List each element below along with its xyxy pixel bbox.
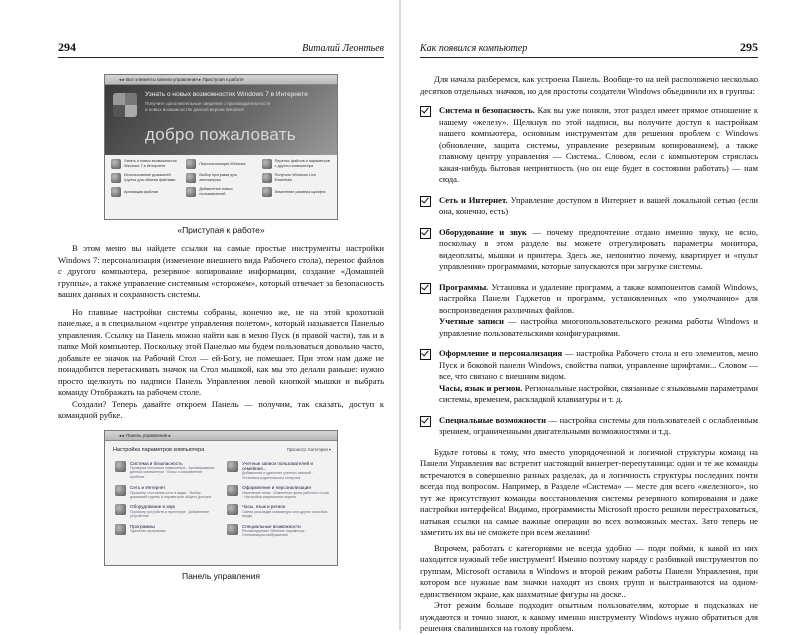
control-panel-screenshot <box>104 430 338 566</box>
window-address-bar: ◂ ▸ Все элементы панели управления ▸ Приступая к работе <box>105 75 337 85</box>
right-page-number: 295 <box>740 40 758 54</box>
category-icon <box>115 461 126 472</box>
item-icon <box>186 173 196 183</box>
list-item: Система и безопасность. Как вы уже поняли, этот раздел имеет прямое отношение к нашему «железу». Щелкнув по этой надписи, вы получите доступ к настройкам нашего компьютера, основным инструментам для решения проблем с Windows (обновление, защита системы, управление резервным копированием), а также главному центру управления — Система.. Словом, если с компьютером стряслась какая-нибудь бытовая неприятность (но он еще будет в состоянии работать) — нам сюда. <box>420 105 758 186</box>
paragraph: Будьте готовы к тому, что вместо упорядоченной и логичной структуры команд на Панели Управления вас встретит настоящий винегрет-перепутаница: одни и те же команды встречаются в совершенно разных разделах, да и логичность структуры последних почти всегда под вопросом. Например, в Разделе «Система» — месте для всего «железного», но тут же присутствуют команды восстановления системы резервного копирования и даже настройки интерфейса! Видимо, программисты Microsoft просто решили перестраховаться, натыкая ссылки на самые важные операции во всех возможных местах. Зато теперь не заметить их вы не сможете при всем желании! <box>420 446 758 537</box>
category-item[interactable]: Оборудование и звук Просмотр устройств и принтеров · Добавление устройства <box>115 504 217 518</box>
banner-line: Получите дополнительные сведения о производительности <box>145 101 271 106</box>
window-address-bar: ◂ ▸ Панель управления ▸ <box>105 431 337 441</box>
category-icon <box>115 524 126 535</box>
category-item[interactable]: Часы, язык и регион Смена раскладки клавиатуры или других способов ввода <box>227 504 329 518</box>
left-author-name: Виталий Леонтьев <box>302 43 384 54</box>
getting-started-item[interactable]: Архивация файлов <box>111 187 180 197</box>
getting-started-item[interactable]: Получить Windows Live Essentials <box>262 173 331 183</box>
list-item: Оборудование и звук — почему предпочтение отдано именно звуку, не ясно, поскольку в этом разделе вы можете отрегулировать параметры монитора, видеоплаты, мышки и принтера. Здесь же, непонятно почему, квартирует и «пульт управления» программами, которые запускаются при загрузке системы. <box>420 227 758 273</box>
category-icon <box>115 485 126 496</box>
item-icon <box>111 159 121 169</box>
category-item[interactable]: Сеть и Интернет Просмотр состояния сети и задач · Выбор домашней группы и параметров общего доступа <box>115 485 217 499</box>
figure-caption: «Приступая к работе» <box>177 225 265 235</box>
checkbox-icon <box>420 106 431 117</box>
checkbox-icon <box>420 349 431 360</box>
paragraph: Но главные настройки системы собраны, конечно же, не на этой крохотной панельке, а в специальном «центре управления полетом», который называется Панелью управления. Ссылку на Панель можно найти как в меню Пуск (в правой части), так и в папке Мой компьютер. Поскольку этой Панелью мы будем пользоваться довольно часто, добавьте ее значок на Рабочий Стол — ей-Богу, не помешает. При этом нам даже не понадобится перетаскивать значок на Стол мышкой, как мы это делали раньше: нужно просто щелкнуть по надписи Панель Управления левой кнопкой мышки и выбрать команду Отображать на рабочем столе. <box>58 306 384 397</box>
category-icon <box>227 504 238 515</box>
item-icon <box>262 173 272 183</box>
paragraph: Этот режим больше подходит опытным пользователям, которые в подсказках не нуждаются и точно знают, к какому именно инструменту Windows нужно обратиться для решения свалившихся на голову проблем. <box>420 600 758 633</box>
figure-caption: Панель управления <box>181 570 261 581</box>
category-icon <box>227 524 238 535</box>
getting-started-item[interactable]: Перенос файлов и параметров с другого компьютера <box>262 159 331 169</box>
right-running-head <box>420 40 758 58</box>
left-page <box>0 0 400 630</box>
checkbox-icon <box>420 283 431 294</box>
control-panel-categories <box>115 461 329 538</box>
banner-title: Узнать о новых возможностях Windows 7 в Интернете <box>145 91 308 98</box>
getting-started-item[interactable]: Персонализация Windows <box>186 159 255 169</box>
paragraph: Создали? Теперь давайте откроем Панель — получим, так сказать, доступ к командной рубке. <box>58 398 384 420</box>
windows-logo-icon <box>113 93 137 117</box>
getting-started-items <box>111 159 331 197</box>
control-panel-heading: Настройка параметров компьютера <box>113 446 205 453</box>
item-icon <box>111 173 121 183</box>
category-item[interactable]: Учетные записи пользователей и семейная... Добавление и удаление учетных записей · Установка родительского контроля <box>227 461 329 481</box>
getting-started-item[interactable]: Выбор программ для автозапуска <box>186 173 255 183</box>
list-item: Сеть и Интернет. Управление доступом в Интернет и вашей локальной сетью (если она, конечно, есть) <box>420 195 758 218</box>
category-item[interactable]: Оформление и персонализация Изменение темы · Изменение фона рабочего стола · Настройка разрешения экрана <box>227 485 329 499</box>
right-page <box>400 0 800 633</box>
getting-started-item[interactable]: Узнать о новых возможностях Windows 7 в Интернете <box>111 159 180 169</box>
getting-started-screenshot <box>104 74 338 220</box>
checkbox-icon <box>420 228 431 239</box>
checkbox-icon <box>420 196 431 207</box>
item-icon <box>262 187 272 197</box>
getting-started-item[interactable]: Использование домашней группы для обмена файлами <box>111 173 180 183</box>
category-icon <box>227 485 238 496</box>
getting-started-item[interactable]: Добавление новых пользователей <box>186 187 255 197</box>
paragraph: Впрочем, работать с категориями не всегда удобно — поди пойми, к какой из них находится нужный тебе инструмент! Именно поэтому наряду с разбивкой инструментов по группам, Microsoft оставила в Windows и второй режим работы Панели Управления, при котором все нужные вам значки находят из своих групп и выстраиваются на одном-единственном экране, как шахматные фигуры на доске.. <box>420 542 758 599</box>
view-by-dropdown[interactable]: Просмотр: Категория ▾ <box>286 446 331 452</box>
left-page-number: 294 <box>58 40 76 54</box>
category-icon <box>227 461 238 472</box>
item-icon <box>262 159 272 169</box>
paragraph: В этом меню вы найдете ссылки на самые простые инструменты настройки Windows 7: персонализация (изменение внешнего вида Рабочего стола), перенос файлов с другого компьютера, резервное копирование информации, создание «Домашней группы», а также управление системным «сторожем», который отвечает за безопасность ваших данных и сохранность системы. <box>58 243 384 299</box>
item-icon <box>186 187 196 197</box>
item-icon <box>111 187 121 197</box>
welcome-banner <box>105 85 337 155</box>
list-item: Специальные возможности — настройка системы для пользователей с ослабленным зрением, ограниченными двигательными возможностями и т.д. <box>420 415 758 438</box>
item-icon <box>186 159 196 169</box>
category-item[interactable]: Программы Удаление программы <box>115 524 217 538</box>
list-item: Программы. Установка и удаление программ, а также компонентов самой Windows, настройка Панели Гаджетов и программ, установленных «по умолчанию» для воспроизведения различных файлов. Учетные записи — настройка многопользовательского режима работы Windows и управление пользовательскими конфигурациями. <box>420 282 758 340</box>
left-running-head <box>58 40 384 58</box>
getting-started-item[interactable]: Изменение размера шрифта <box>262 187 331 197</box>
category-icon <box>115 504 126 515</box>
chapter-title: Как появился компьютер <box>420 43 528 54</box>
category-item[interactable]: Специальные возможности Рекомендуемые Windows параметры · Оптимизация изображения <box>227 524 329 538</box>
checkbox-icon <box>420 416 431 427</box>
category-item[interactable]: Система и безопасность Проверка состояния компьютера · Архивирование данных компьютера · Поиск и исправление проблем <box>115 461 217 481</box>
banner-line: и новых возможностях данной версии Windows <box>145 107 245 112</box>
welcome-text: добро пожаловать <box>145 125 296 144</box>
list-item: Оформление и персонализация — настройка Рабочего стола и его элементов, меню Пуск и боковой панели Windows, свойства папки, управление шрифтами... Словом — все, что связано с внешним видом. Часы, язык и регион. Региональные настройки, связанные с языковыми параметрами системы, временем, раскладкой клавиатуры и т. д. <box>420 348 758 406</box>
paragraph: Для начала разберемся, как устроена Панель. Вообще-то на ней расположено несколько десятков отдельных значков, но для простоты создатели Windows объединили их в группы: <box>420 74 758 96</box>
